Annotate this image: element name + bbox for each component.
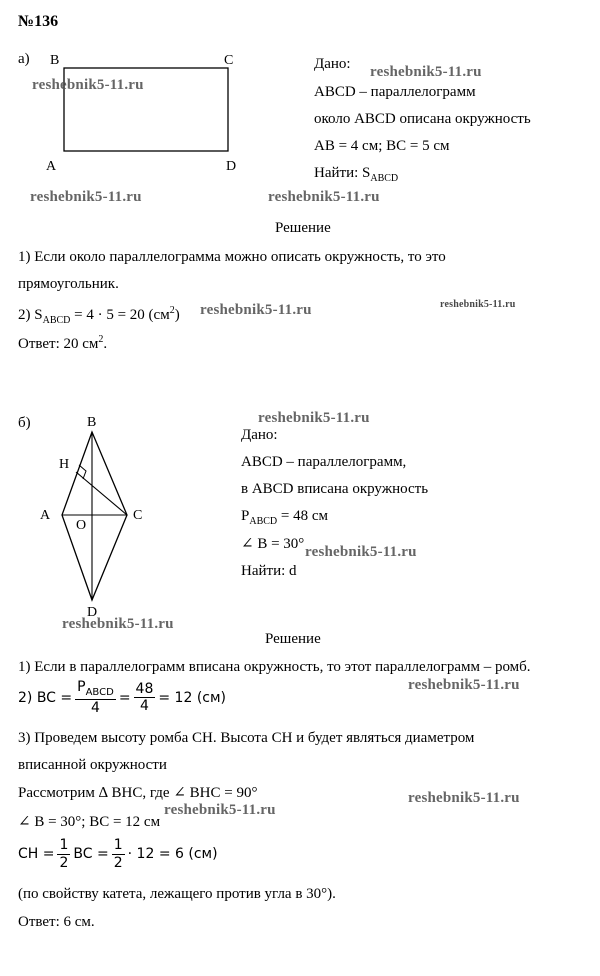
part-a-label: а)	[18, 51, 30, 67]
find-b: Найти: d	[241, 563, 297, 579]
fraction: $\frac{48}{4}$	[135, 680, 154, 715]
given-title-a: Дано:	[314, 56, 351, 72]
solution-step: 3) Проведем высоту ромба CH. Высота CH и будет являться диаметром	[18, 730, 475, 746]
vertex-h: H	[59, 457, 70, 472]
watermark: reshebnik5-11.ru	[258, 410, 370, 426]
vertex-b: B	[87, 415, 97, 430]
part-b-label: б)	[18, 415, 31, 431]
watermark: reshebnik5-11.ru	[268, 189, 380, 205]
watermark: reshebnik5-11.ru	[164, 802, 276, 818]
find-a: Найти: $S_{ABCD}$	[314, 165, 399, 184]
given-title-b: Дано:	[241, 427, 278, 443]
fraction: $\frac{1}{2}$	[113, 837, 123, 871]
vertex-c: C	[224, 53, 234, 68]
solution-step: 1) Если в параллелограмм вписана окружность, то этот параллелограмм – ромб.	[18, 659, 531, 675]
solution-step: прямоугольник.	[18, 276, 119, 292]
solution-title-b: Решение	[265, 631, 321, 647]
answer-a: Ответ: 20 $см^2$.	[18, 334, 108, 352]
given-line: ABCD – параллелограмм,	[241, 454, 407, 470]
vertex-d: D	[87, 605, 98, 620]
vertex-c: C	[133, 508, 143, 523]
solution-step: Рассмотрим ∆ BHC, где ∠ BHC = 90°	[18, 785, 258, 801]
fraction: $\frac{1}{2}$	[59, 837, 69, 871]
solution-step: (по свойству катета, лежащего против угла в 30°).	[18, 886, 336, 902]
watermark: reshebnik5-11.ru	[62, 616, 174, 632]
answer-b: Ответ: 6 см.	[18, 914, 95, 930]
fraction: $\frac{P_{ABCD}}{4}$	[77, 679, 114, 717]
given-line: AB = 4 см; BC = 5 см	[314, 138, 450, 154]
solution-title-a: Решение	[275, 220, 331, 236]
problem-number: №136	[18, 13, 59, 30]
solution-step: ∠ B = 30°; BC = 12 см	[18, 814, 161, 830]
watermark: reshebnik5-11.ru	[200, 302, 312, 318]
watermark: reshebnik5-11.ru	[408, 790, 520, 806]
given-line: ABCD – параллелограмм	[314, 84, 476, 100]
rectangle-figure	[40, 46, 260, 176]
solution-step: 1) Если около параллелограмма можно описать окружность, то это	[18, 249, 446, 265]
watermark: reshebnik5-11.ru	[370, 64, 482, 80]
given-line: в ABCD вписана окружность	[241, 481, 429, 497]
vertex-o: O	[76, 518, 87, 533]
given-line: ∠ B = 30°	[241, 536, 305, 552]
vertex-b: B	[50, 53, 60, 68]
solution-step-ch: CH = $\frac{1}{2}$ BC = $\frac{1}{2}$ · 12 = 6 (см)	[18, 837, 218, 871]
watermark: reshebnik5-11.ru	[440, 299, 516, 310]
vertex-a: A	[46, 159, 57, 174]
vertex-a: A	[40, 508, 51, 523]
solution-step: вписанной окружности	[18, 757, 167, 773]
watermark: reshebnik5-11.ru	[32, 77, 144, 93]
watermark: reshebnik5-11.ru	[408, 677, 520, 693]
rhombus-abcd	[62, 432, 127, 600]
given-line: около ABCD описана окружность	[314, 111, 531, 127]
solution-step-bc: 2) BC = $\frac{P_{ABCD}}{4}$ = $\frac{48}{4}$ = 12 (см)	[18, 679, 227, 717]
watermark: reshebnik5-11.ru	[30, 189, 142, 205]
watermark: reshebnik5-11.ru	[305, 544, 417, 560]
rhombus-figure	[30, 410, 160, 622]
given-line: $P_{ABCD} = 48$ см	[241, 508, 328, 527]
vertex-d: D	[226, 159, 237, 174]
solution-step-area: 2) $S_{ABCD} = 4 \cdot 5 = 20$ $(см^2)$	[18, 305, 180, 326]
